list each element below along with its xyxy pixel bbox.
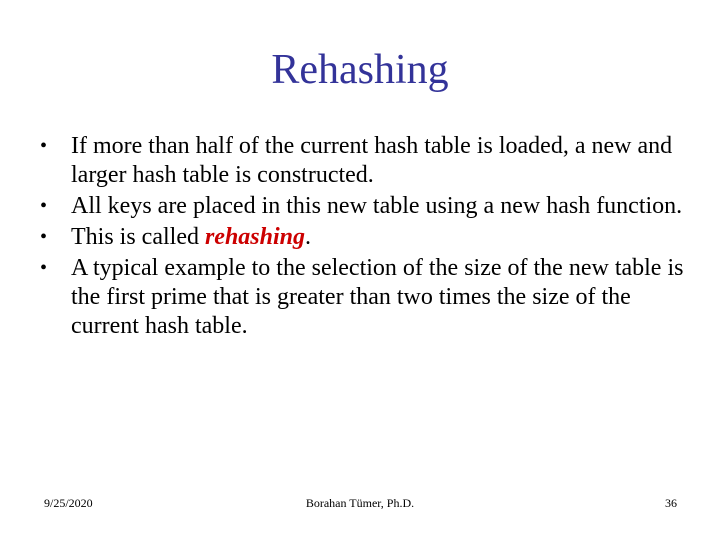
bullet-list — [40, 132, 690, 343]
footer-date: 9/25/2020 — [44, 496, 93, 510]
bullet-text: All keys are placed in this new table using a new hash function. — [71, 193, 683, 219]
bullet-item — [40, 192, 690, 221]
bullet-mark: • — [40, 195, 48, 217]
footer-page-number: 36 — [665, 496, 677, 510]
bullet-text-suffix: . — [305, 224, 312, 250]
bullet-text: A typical example to the selection of the size of the new table is the first prime that is greater than two times the size of the current hash table. — [71, 255, 684, 339]
bullet-item — [40, 132, 690, 190]
bullet-mark: • — [40, 226, 48, 248]
bullet-mark: • — [40, 257, 48, 279]
slide-title: Rehashing — [271, 47, 449, 93]
bullet-item — [40, 223, 690, 252]
bullet-item — [40, 254, 690, 341]
bullet-text: If more than half of the current hash table is loaded, a new and larger hash table is constructed. — [71, 133, 673, 188]
bullet-text-prefix: This is called — [71, 224, 205, 250]
emphasized-term: rehashing — [204, 224, 306, 250]
footer-author: Borahan Tümer, Ph.D. — [305, 496, 415, 510]
bullet-mark: • — [40, 135, 48, 157]
